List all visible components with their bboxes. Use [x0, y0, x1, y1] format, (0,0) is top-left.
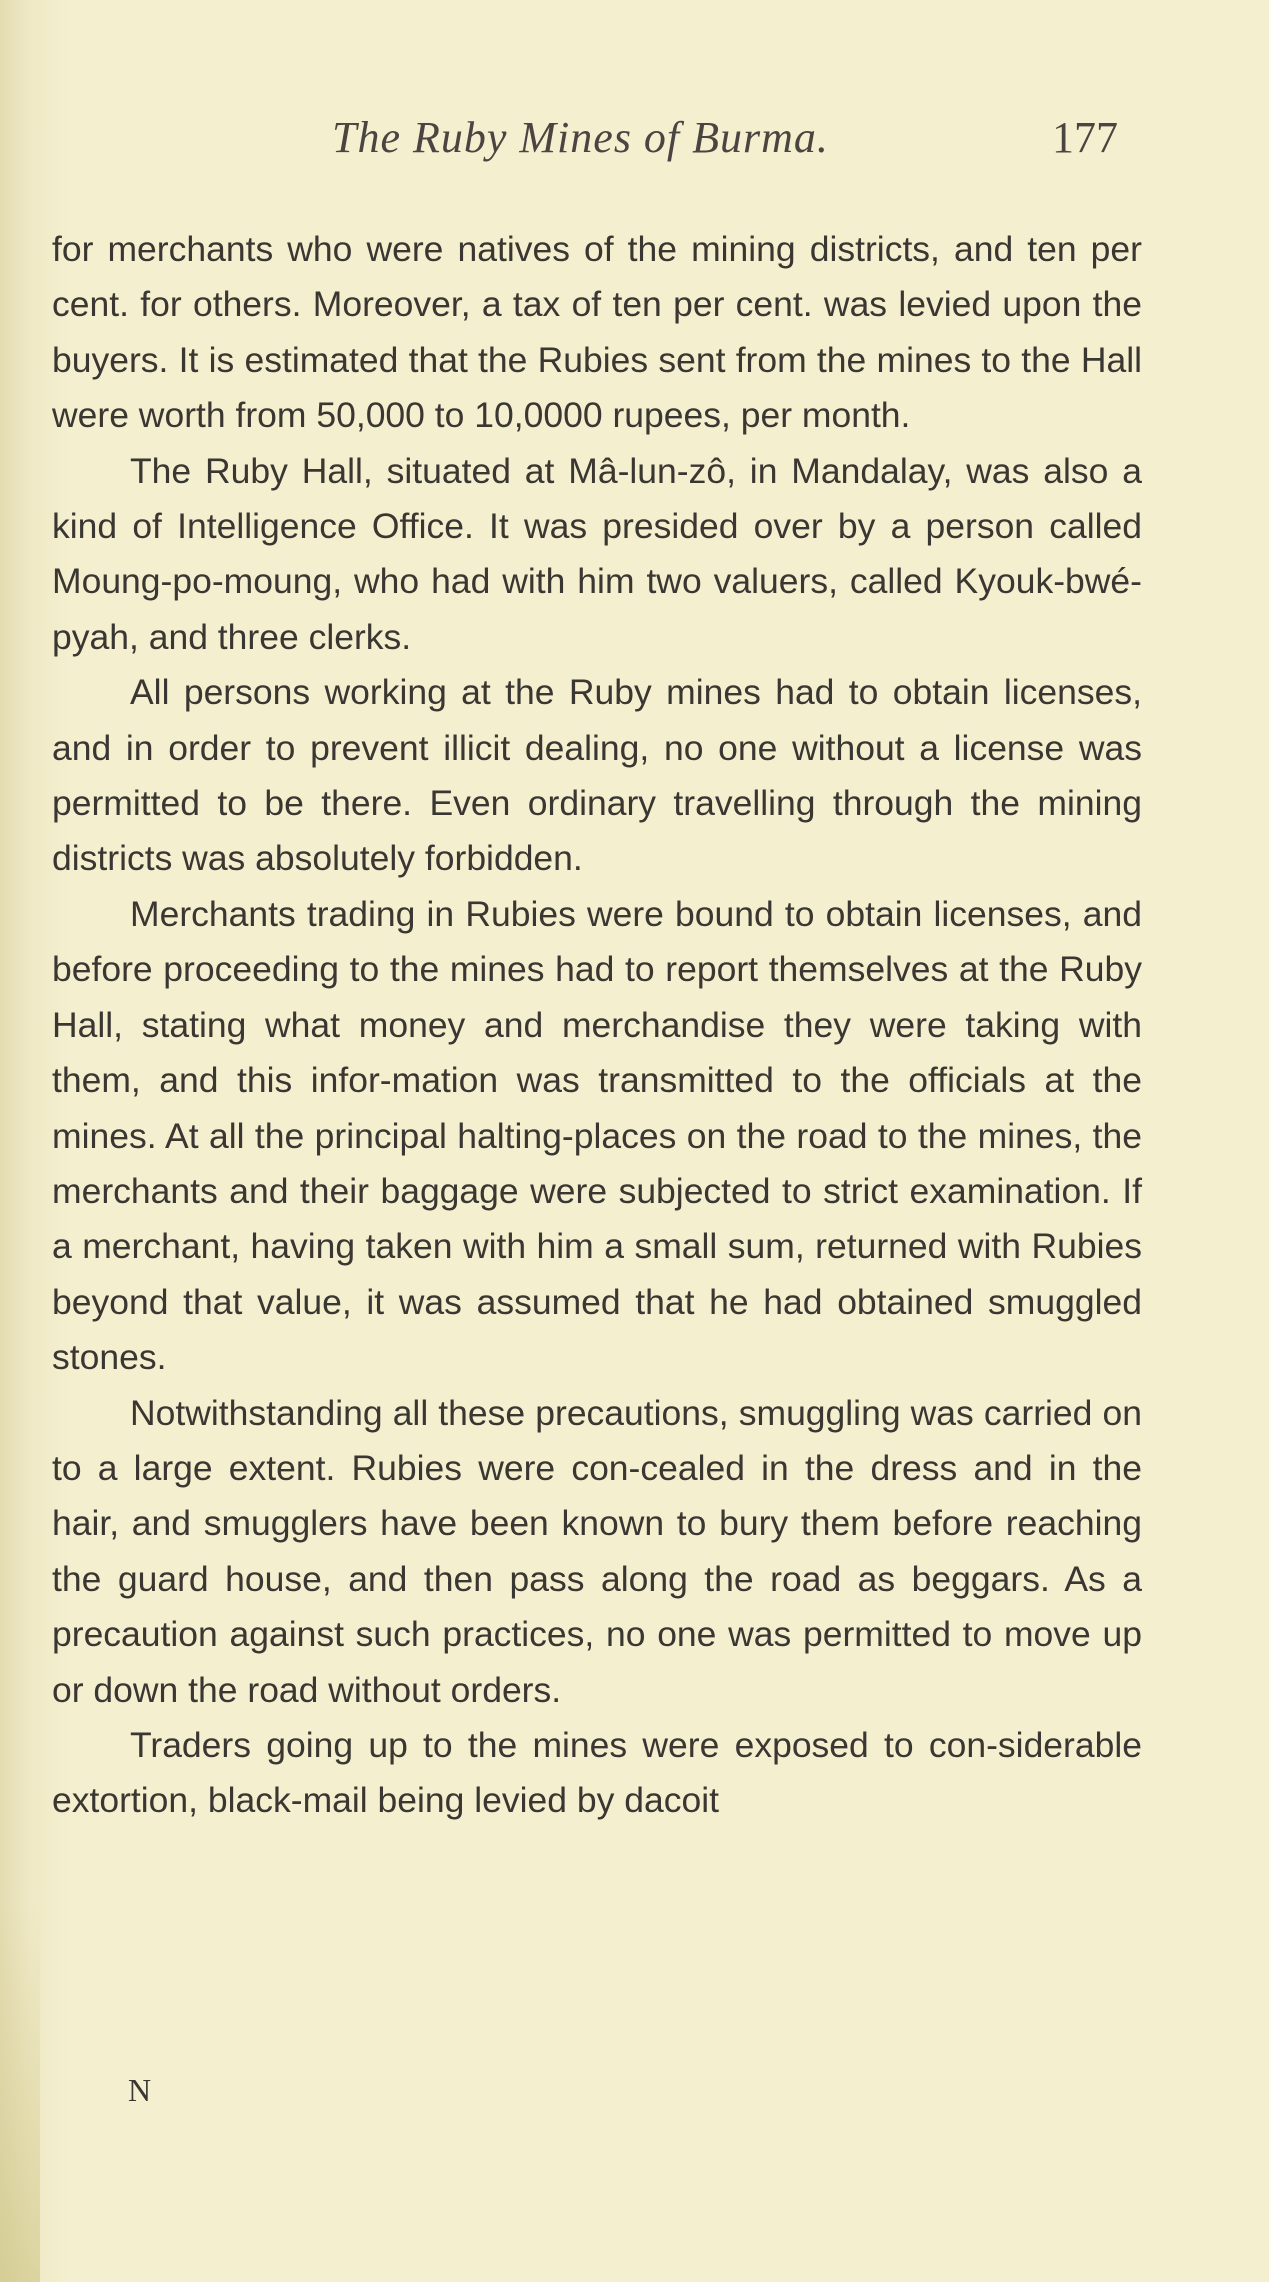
page-number: 177 [1052, 113, 1118, 162]
paragraph: Merchants trading in Rubies were bound to obtain licenses, and before proceeding to the mines had to report themselves at the Ruby Hall, stating what money and merchandise they were taking with them, and this infor-mation was transmitted to the officials at the mines. At all the principal halting-places on the road to the mines, the merchants and their baggage were subjected to strict examination. If a merchant, having taken with him a small sum, returned with Rubies beyond that value, it was assumed that he had obtained smuggled stones. [52, 893, 1142, 1378]
page-header [52, 112, 1152, 172]
signature-mark: N [128, 2072, 152, 2108]
body-text [52, 222, 1142, 1829]
paragraph: Notwithstanding all these precautions, smuggling was carried on to a large extent. Rubies were con-cealed in the dress and in the hair, and smugglers have been known to bury them before reaching the guard house, and then pass along the road as beggars. As a precaution against such practices, no one was permitted to move up or down the road without orders. [52, 1392, 1142, 1710]
paragraph: All persons working at the Ruby mines had to obtain licenses, and in order to prevent illicit dealing, no one without a license was permitted to be there. Even ordinary travelling through the mining districts was absolutely forbidden. [52, 672, 1142, 879]
paragraph: Traders going up to the mines were exposed to con-siderable extortion, black-mail being levied by dacoit [52, 1724, 1142, 1821]
page-edge-shading [0, 1900, 40, 2282]
running-title: The Ruby Mines of Burma. [332, 113, 829, 162]
paragraph-continued: for merchants who were natives of the mining districts, and ten per cent. for others. Moreover, a tax of ten per cent. was levied upon the buyers. It is estimated that the Rubies sent from the mines to the Hall were worth from 50,000 to 10,0000 rupees, per month. [52, 229, 1142, 436]
paragraph: The Ruby Hall, situated at Mâ-lun-zô, in Mandalay, was also a kind of Intelligence Office. It was presided over by a person called Moung-po-moung, who had with him two valuers, called Kyouk-bwé-pyah, and three clerks. [52, 450, 1142, 657]
